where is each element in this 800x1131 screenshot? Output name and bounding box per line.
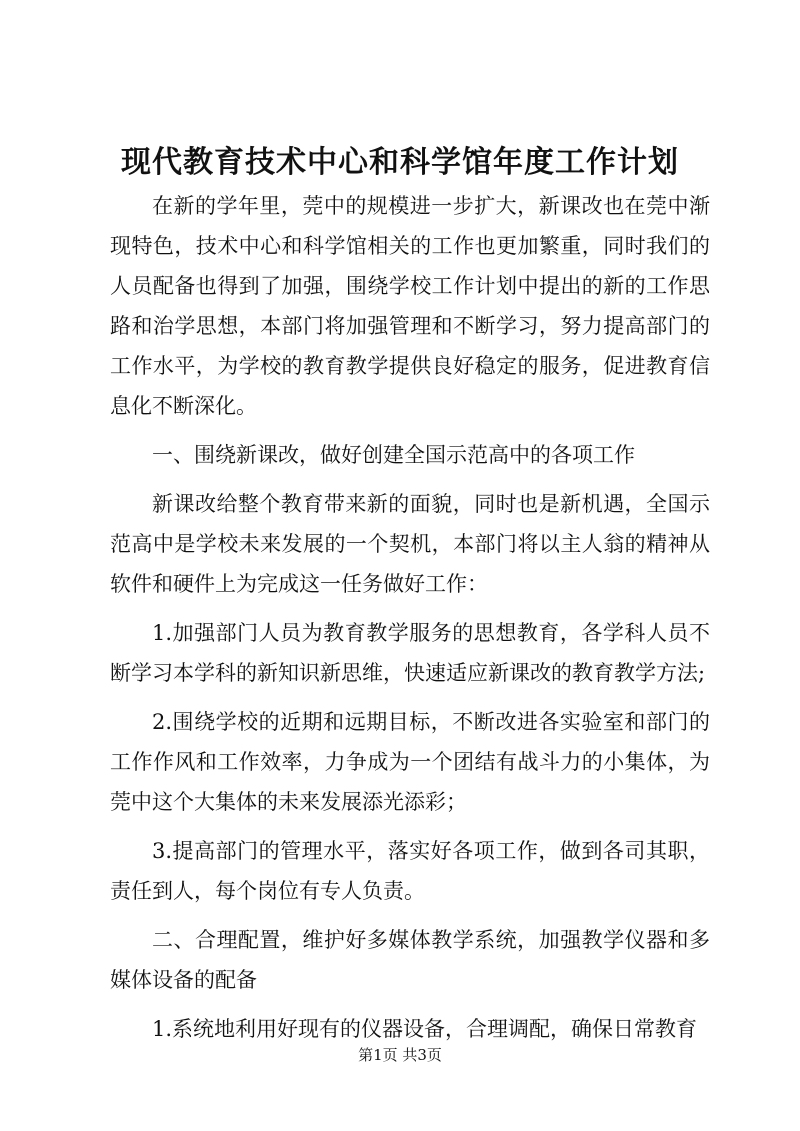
section-heading-1: 一、围绕新课改，做好创建全国示范高中的各项工作	[152, 443, 635, 467]
list-item-1-1: 1.加强部门人员为教育教学服务的思想教育，各学科人员不断学习本学科的新知识新思维，快速适应新课改的教育教学方法;	[110, 621, 710, 685]
list-item-1-3: 3.提高部门的管理水平，落实好各项工作，做到各司其职，责任到人，每个岗位有专人负责。	[110, 839, 710, 903]
page-footer: 第1页 共3页	[358, 1046, 442, 1064]
list-item-1-2: 2.围绕学校的近期和远期目标，不断改进各实验室和部门的工作作风和工作效率，力争成为一个团结有战斗力的小集体，为莞中这个大集体的未来发展添光添彩；	[110, 710, 710, 814]
section-1-paragraph: 新课改给整个教育带来新的面貌，同时也是新机遇，全国示范高中是学校未来发展的一个契机，本部门将以主人翁的精神从软件和硬件上为完成这一任务做好工作：	[110, 492, 710, 596]
list-item-2-1: 1.系统地利用好现有的仪器设备，合理调配，确保日常教育	[152, 1017, 698, 1041]
document-title: 现代教育技术中心和科学馆年度工作计划	[121, 145, 679, 180]
document-body	[110, 186, 710, 1058]
section-heading-2: 二、合理配置，维护好多媒体教学系统，加强教学仪器和多媒体设备的配备	[110, 928, 710, 992]
intro-paragraph: 在新的学年里，莞中的规模进一步扩大，新课改也在莞中渐现特色，技术中心和科学馆相关的工作也更加繁重，同时我们的人员配备也得到了加强，围绕学校工作计划中提出的新的工作思路和治学思想，本部门将加强管理和不断学习，努力提高部门的工作水平，为学校的教育教学提供良好稳定的服务，促进教育信息化不断深化。	[110, 194, 710, 418]
